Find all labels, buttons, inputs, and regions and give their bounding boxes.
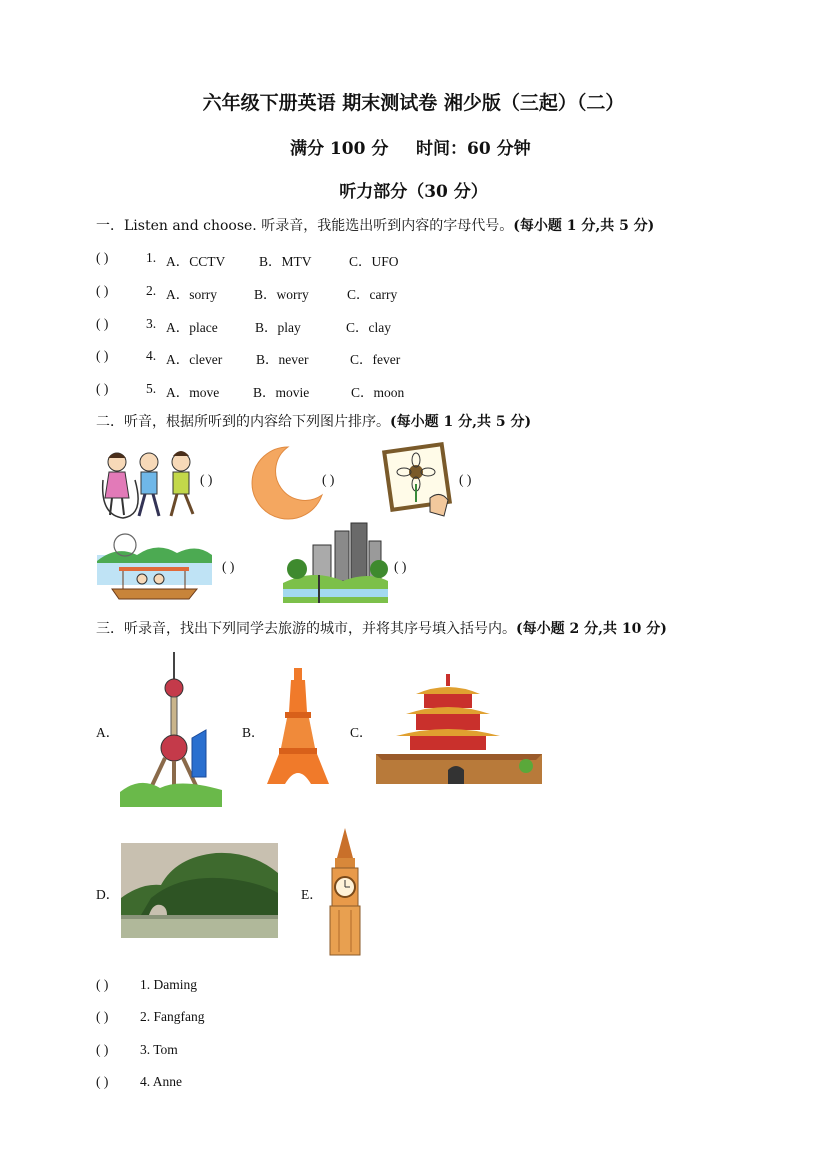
moon-picture bbox=[248, 443, 328, 518]
part3-score: (每小题 2 分,共 10 分) bbox=[516, 621, 667, 637]
answer-blank[interactable]: ( ) bbox=[96, 1042, 109, 1057]
boating-picture bbox=[97, 533, 212, 601]
answer-blank[interactable]: ( ) bbox=[96, 977, 109, 992]
student-name: 1. Daming bbox=[140, 977, 197, 992]
option-c: C．UFO bbox=[349, 254, 399, 269]
answer-blank[interactable]: ( ) bbox=[96, 1074, 109, 1089]
part1-score: (每小题 1 分,共 5 分) bbox=[513, 218, 655, 234]
item-number: 1. bbox=[146, 250, 157, 265]
item-number: 5. bbox=[146, 381, 157, 396]
page-title: 六年级下册英语 期末测试卷 湘少版（三起）（二） bbox=[202, 92, 625, 114]
picture-blank[interactable]: ( ) bbox=[459, 472, 472, 487]
item-number: 3. bbox=[146, 316, 157, 331]
part3-heading-text: 三．听录音，找出下列同学去旅游的城市，并将其序号填入括号内。 bbox=[96, 621, 516, 637]
big-ben-picture bbox=[327, 828, 363, 955]
option-c: C．fever bbox=[350, 352, 401, 367]
picture-blank[interactable]: ( ) bbox=[222, 559, 235, 574]
answer-blank[interactable]: ( ) bbox=[96, 250, 109, 265]
answer-blank[interactable]: ( ) bbox=[96, 283, 109, 298]
picture-blank[interactable]: ( ) bbox=[394, 559, 407, 574]
item-number: 4. bbox=[146, 348, 157, 363]
option-b: B．worry bbox=[254, 287, 309, 302]
option-b: B．play bbox=[255, 320, 301, 335]
option-c: C．moon bbox=[351, 385, 405, 400]
option-a: A．clever bbox=[166, 352, 223, 367]
picture-blank[interactable]: ( ) bbox=[322, 472, 335, 487]
student-name: 3. Tom bbox=[140, 1042, 178, 1057]
option-b: B．MTV bbox=[259, 254, 312, 269]
section-title: 听力部分（30 分） bbox=[339, 182, 488, 202]
answer-blank[interactable]: ( ) bbox=[96, 1009, 109, 1024]
option-a: A．move bbox=[166, 385, 220, 400]
answer-blank[interactable]: ( ) bbox=[96, 316, 109, 331]
full-score: 满分 100 分 bbox=[290, 139, 389, 159]
option-label-c: C． bbox=[350, 725, 373, 740]
option-b: B．never bbox=[256, 352, 309, 367]
part3-heading bbox=[96, 618, 667, 638]
student-name: 4. Anne bbox=[140, 1074, 182, 1089]
student-name: 2. Fangfang bbox=[140, 1009, 205, 1024]
city-picture bbox=[283, 523, 388, 603]
answer-blank[interactable]: ( ) bbox=[96, 348, 109, 363]
option-a: A．CCTV bbox=[166, 254, 226, 269]
part2-score: (每小题 1 分,共 5 分) bbox=[390, 414, 532, 430]
oriental-pearl-tower-picture bbox=[120, 652, 222, 807]
part2-heading bbox=[96, 411, 531, 431]
option-label-d: D． bbox=[96, 887, 120, 902]
time-limit: 时间：60 分钟 bbox=[416, 139, 531, 159]
elephant-trunk-hill-picture bbox=[121, 843, 278, 938]
part2-heading-text: 二．听音，根据所听到的内容给下列图片排序。 bbox=[96, 414, 390, 430]
answer-blank[interactable]: ( ) bbox=[96, 381, 109, 396]
drawing-picture bbox=[382, 442, 460, 520]
option-c: C．clay bbox=[346, 320, 391, 335]
option-b: B．movie bbox=[253, 385, 310, 400]
option-c: C．carry bbox=[347, 287, 398, 302]
option-a: A．place bbox=[166, 320, 218, 335]
option-label-e: E． bbox=[301, 887, 323, 902]
option-label-a: A． bbox=[96, 725, 120, 740]
part1-heading bbox=[96, 215, 654, 235]
eiffel-tower-picture bbox=[267, 668, 329, 786]
picture-blank[interactable]: ( ) bbox=[200, 472, 213, 487]
option-a: A．sorry bbox=[166, 287, 217, 302]
part1-heading-text: 一．Listen and choose. 听录音，我能选出听到内容的字母代号。 bbox=[96, 218, 514, 234]
children-playing-picture bbox=[95, 440, 200, 522]
chinese-tower-picture bbox=[376, 674, 544, 786]
option-label-b: B． bbox=[242, 725, 265, 740]
item-number: 2. bbox=[146, 283, 157, 298]
